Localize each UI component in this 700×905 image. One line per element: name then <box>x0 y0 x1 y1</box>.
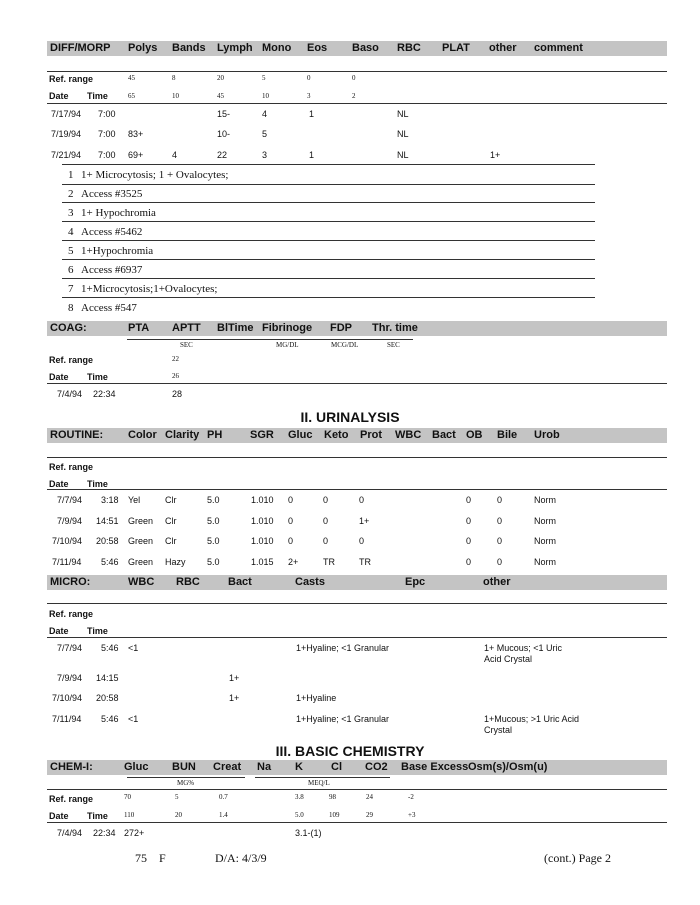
footnote-number: 4 <box>68 226 74 238</box>
ref-value: 22 <box>172 355 179 363</box>
ref-value: 45 <box>128 74 135 82</box>
diff-header-bar <box>47 41 667 56</box>
footnote-text: Access #547 <box>81 302 137 314</box>
time-cell: 5:46 <box>101 714 119 724</box>
divider <box>47 489 667 490</box>
date-cell: 7/9/94 <box>57 516 83 526</box>
color-cell: Green <box>128 516 154 526</box>
lymph-cell: 22 <box>217 150 228 160</box>
col-lymph: Lymph <box>217 42 253 54</box>
footnote-text: 1+ Microcytosis; 1 + Ovalocytes; <box>81 169 229 181</box>
bile-cell: 0 <box>497 557 503 567</box>
col-bile: Bile <box>497 429 518 441</box>
time-cell: 14:15 <box>96 673 119 683</box>
ref-value: 8 <box>172 74 176 82</box>
date-cell: 7/11/94 <box>52 557 82 567</box>
col-gluc: Gluc <box>124 761 149 773</box>
keto-cell: 0 <box>323 495 329 505</box>
bile-cell: 0 <box>497 536 503 546</box>
time-cell: 5:46 <box>101 643 119 653</box>
chem-header-bar <box>47 760 667 775</box>
ob-cell: 0 <box>466 557 472 567</box>
footnote-number: 6 <box>68 264 74 276</box>
sgr-cell: 1.015 <box>251 557 274 567</box>
time-cell: 20:58 <box>96 536 119 546</box>
ref-value: 1.4 <box>219 811 228 819</box>
ref-value: 70 <box>124 793 131 801</box>
other-cell: 1+ <box>490 150 501 160</box>
col-comment: comment <box>534 42 583 54</box>
date-cell: 7/7/94 <box>57 495 83 505</box>
footer-admission-date: D/A: 4/3/9 <box>215 851 267 865</box>
eos-cell: 1 <box>309 109 315 119</box>
sgr-cell: 1.010 <box>251 536 274 546</box>
date-label: Date <box>49 811 69 821</box>
footnote-text: Access #3525 <box>81 188 143 200</box>
footnote-text: Access #5462 <box>81 226 143 238</box>
ref-value: 65 <box>128 92 135 100</box>
col-bact: Bact <box>228 576 252 588</box>
date-label: Date <box>49 479 69 489</box>
casts-cell: 1+Hyaline; <1 Granular <box>296 714 390 724</box>
unit-label: SEC <box>180 341 193 349</box>
ref-value: 20 <box>217 74 224 82</box>
keto-cell: TR <box>323 557 335 567</box>
time-label: Time <box>87 479 108 489</box>
ob-cell: 0 <box>466 536 472 546</box>
ref-value: +3 <box>408 811 416 819</box>
lymph-cell: 15- <box>217 109 231 119</box>
keto-cell: 0 <box>323 516 329 526</box>
ref-value: 5.0 <box>295 811 304 819</box>
time-label: Time <box>87 372 108 382</box>
col-urob: Urob <box>534 429 560 441</box>
col-keto: Keto <box>324 429 349 441</box>
prot-cell: 1+ <box>359 516 370 526</box>
col-casts: Casts <box>295 576 325 588</box>
ref-value: 20 <box>175 811 182 819</box>
col-mono: Mono <box>262 42 292 54</box>
col-base-excess: Base Excess <box>401 761 469 773</box>
divider <box>62 259 595 260</box>
date-label: Date <box>49 626 69 636</box>
other-cell-line2: Crystal <box>484 725 513 735</box>
ref-range-label: Ref. range <box>49 462 94 472</box>
prot-cell: TR <box>359 557 371 567</box>
section-title: II. URINALYSIS <box>300 409 400 425</box>
col-wbc: WBC <box>128 576 155 588</box>
divider <box>47 457 667 458</box>
bact-cell: 1+ <box>229 673 240 683</box>
color-cell: Green <box>128 536 154 546</box>
ref-value: 0 <box>352 74 356 82</box>
chem-section-label: CHEM-I: <box>50 761 93 773</box>
ref-range-label: Ref. range <box>49 355 94 365</box>
other-cell: 1+ Mucous; <1 Uric <box>484 643 563 653</box>
clarity-cell: Hazy <box>165 557 186 567</box>
time-cell: 14:51 <box>96 516 119 526</box>
footnote-number: 7 <box>68 283 74 295</box>
date-cell: 7/4/94 <box>57 389 83 399</box>
footnote-number: 1 <box>68 169 74 181</box>
date-cell: 7/10/94 <box>52 536 83 546</box>
divider <box>47 789 667 790</box>
unit-label: MG/DL <box>276 341 299 349</box>
ref-value: 5 <box>262 74 266 82</box>
gluc-cell: 2+ <box>288 557 299 567</box>
divider <box>47 822 667 823</box>
col-ob: OB <box>466 429 483 441</box>
routine-header-bar <box>47 428 667 443</box>
footnote-number: 5 <box>68 245 74 257</box>
date-cell: 7/10/94 <box>52 693 83 703</box>
gluc-cell: 0 <box>288 516 294 526</box>
clarity-cell: Clr <box>165 536 177 546</box>
clarity-cell: Clr <box>165 495 177 505</box>
divider <box>47 603 667 604</box>
col-sgr: SGR <box>250 429 274 441</box>
sgr-cell: 1.010 <box>251 495 274 505</box>
gluc-cell: 0 <box>288 536 294 546</box>
polys-cell: 69+ <box>128 150 144 160</box>
footnote-text: 1+Hypochromia <box>81 245 154 257</box>
gluc-cell: 0 <box>288 495 294 505</box>
time-cell: 3:18 <box>101 495 119 505</box>
section-title: III. BASIC CHEMISTRY <box>275 743 425 759</box>
col-cl: Cl <box>331 761 342 773</box>
bands-cell: 4 <box>172 150 178 160</box>
k-cell: 3.1-(1) <box>295 828 322 838</box>
unit-underline <box>127 339 413 340</box>
ph-cell: 5.0 <box>207 557 220 567</box>
time-label: Time <box>87 626 108 636</box>
date-cell: 7/4/94 <box>57 828 83 838</box>
ref-value: -2 <box>408 793 414 801</box>
unit-underline <box>255 777 390 778</box>
other-cell-line2: Acid Crystal <box>484 654 533 664</box>
ref-value: 109 <box>329 811 340 819</box>
col-pta: PTA <box>128 322 150 334</box>
ref-value: 24 <box>366 793 373 801</box>
col-na: Na <box>257 761 272 773</box>
col-thr-time: Thr. time <box>372 322 418 334</box>
date-label: Date <box>49 372 69 382</box>
col-eos: Eos <box>307 42 328 54</box>
bile-cell: 0 <box>497 516 503 526</box>
footnote-number: 3 <box>68 207 74 219</box>
ob-cell: 0 <box>466 495 472 505</box>
col-epc: Epc <box>405 576 426 588</box>
micro-header-bar <box>47 575 667 590</box>
divider <box>47 383 667 384</box>
prot-cell: 0 <box>359 536 365 546</box>
time-cell: 7:00 <box>98 109 116 119</box>
sgr-cell: 1.010 <box>251 516 274 526</box>
footnote-text: Access #6937 <box>81 264 143 276</box>
mono-cell: 5 <box>262 129 268 139</box>
unit-label: SEC <box>387 341 400 349</box>
divider <box>62 164 595 165</box>
bile-cell: 0 <box>497 495 503 505</box>
time-cell: 7:00 <box>98 150 116 160</box>
lymph-cell: 10- <box>217 129 231 139</box>
ob-cell: 0 <box>466 516 472 526</box>
wbc-cell: <1 <box>128 643 139 653</box>
date-cell: 7/7/94 <box>57 643 83 653</box>
ref-value: 110 <box>124 811 135 819</box>
col-osm: Osm(s)/Osm(u) <box>468 761 548 773</box>
wbc-cell: <1 <box>128 714 139 724</box>
micro-section-label: MICRO: <box>50 576 91 588</box>
unit-label: MCG/DL <box>331 341 359 349</box>
prot-cell: 0 <box>359 495 365 505</box>
ph-cell: 5.0 <box>207 495 220 505</box>
aptt-cell: 28 <box>172 389 183 399</box>
col-other: other <box>483 576 511 588</box>
col-fibrinogen: Fibrinoge <box>262 322 313 334</box>
ref-value: 26 <box>172 372 179 380</box>
ref-value: 29 <box>366 811 373 819</box>
col-other: other <box>489 42 517 54</box>
col-bun: BUN <box>172 761 196 773</box>
col-gluc: Gluc <box>288 429 313 441</box>
col-prot: Prot <box>360 429 382 441</box>
eos-cell: 1 <box>309 150 315 160</box>
ref-value: 0 <box>307 74 311 82</box>
time-cell: 7:00 <box>98 129 116 139</box>
date-cell: 7/9/94 <box>57 673 83 683</box>
divider <box>62 297 595 298</box>
divider <box>47 103 667 104</box>
ref-value: 45 <box>217 92 224 100</box>
clarity-cell: Clr <box>165 516 177 526</box>
ref-range-label: Ref. range <box>49 74 94 84</box>
time-cell: 22:34 <box>93 389 116 399</box>
footer-patient-info: 75 F <box>135 851 166 865</box>
ref-value: 98 <box>329 793 336 801</box>
time-cell: 5:46 <box>101 557 119 567</box>
mono-cell: 3 <box>262 150 268 160</box>
col-clarity: Clarity <box>165 429 200 441</box>
col-baso: Baso <box>352 42 379 54</box>
rbc-cell: NL <box>397 129 409 139</box>
urob-cell: Norm <box>534 495 556 505</box>
other-cell: 1+Mucous; >1 Uric Acid <box>484 714 580 724</box>
urob-cell: Norm <box>534 536 556 546</box>
rbc-cell: NL <box>397 150 409 160</box>
divider <box>62 184 595 185</box>
date-cell: 7/19/94 <box>51 129 82 139</box>
ref-range-label: Ref. range <box>49 794 94 804</box>
polys-cell: 83+ <box>128 129 144 139</box>
diff-section-label: DIFF/MORP <box>50 42 111 54</box>
date-label: Date <box>49 91 69 101</box>
divider <box>62 240 595 241</box>
footnote-number: 2 <box>68 188 74 200</box>
gluc-cell: 272+ <box>124 828 145 838</box>
col-bands: Bands <box>172 42 206 54</box>
keto-cell: 0 <box>323 536 329 546</box>
col-wbc: WBC <box>395 429 422 441</box>
col-bact: Bact <box>432 429 456 441</box>
footnote-text: 1+ Hypochromia <box>81 207 156 219</box>
time-label: Time <box>87 811 108 821</box>
ref-value: 10 <box>262 92 269 100</box>
unit-label: MEQ/L <box>308 779 330 787</box>
col-co2: CO2 <box>365 761 388 773</box>
bact-cell: 1+ <box>229 693 240 703</box>
urob-cell: Norm <box>534 557 556 567</box>
ref-value: 5 <box>175 793 179 801</box>
ref-range-label: Ref. range <box>49 609 94 619</box>
col-color: Color <box>128 429 157 441</box>
rbc-cell: NL <box>397 109 409 119</box>
unit-label: MG% <box>177 779 195 787</box>
col-rbc: RBC <box>176 576 200 588</box>
divider <box>62 278 595 279</box>
divider <box>47 71 667 72</box>
ph-cell: 5.0 <box>207 516 220 526</box>
date-cell: 7/21/94 <box>51 150 82 160</box>
ref-value: 2 <box>352 92 356 100</box>
col-bltime: BlTime <box>217 322 254 334</box>
ref-value: 10 <box>172 92 179 100</box>
footer-page-number: (cont.) Page 2 <box>544 851 611 865</box>
divider <box>47 637 667 638</box>
urob-cell: Norm <box>534 516 556 526</box>
col-fdp: FDP <box>330 322 352 334</box>
mono-cell: 4 <box>262 109 268 119</box>
ref-value: 0.7 <box>219 793 228 801</box>
unit-underline <box>127 777 245 778</box>
coag-header-bar <box>47 321 667 336</box>
footnote-number: 8 <box>68 302 74 314</box>
col-plat: PLAT <box>442 42 470 54</box>
ph-cell: 5.0 <box>207 536 220 546</box>
ref-value: 3 <box>307 92 311 100</box>
time-cell: 22:34 <box>93 828 116 838</box>
col-ph: PH <box>207 429 223 441</box>
col-polys: Polys <box>128 42 158 54</box>
time-label: Time <box>87 91 108 101</box>
color-cell: Yel <box>128 495 141 505</box>
routine-section-label: ROUTINE: <box>50 429 104 441</box>
date-cell: 7/11/94 <box>52 714 82 724</box>
time-cell: 20:58 <box>96 693 119 703</box>
divider <box>62 202 595 203</box>
col-creat: Creat <box>213 761 242 773</box>
col-k: K <box>295 761 303 773</box>
ref-value: 3.8 <box>295 793 304 801</box>
divider <box>62 221 595 222</box>
casts-cell: 1+Hyaline <box>296 693 337 703</box>
footnote-text: 1+Microcytosis;1+Ovalocytes; <box>81 283 218 295</box>
coag-section-label: COAG: <box>50 322 87 334</box>
col-rbc: RBC <box>397 42 421 54</box>
color-cell: Green <box>128 557 154 567</box>
casts-cell: 1+Hyaline; <1 Granular <box>296 643 390 653</box>
col-aptt: APTT <box>172 322 201 334</box>
date-cell: 7/17/94 <box>51 109 82 119</box>
